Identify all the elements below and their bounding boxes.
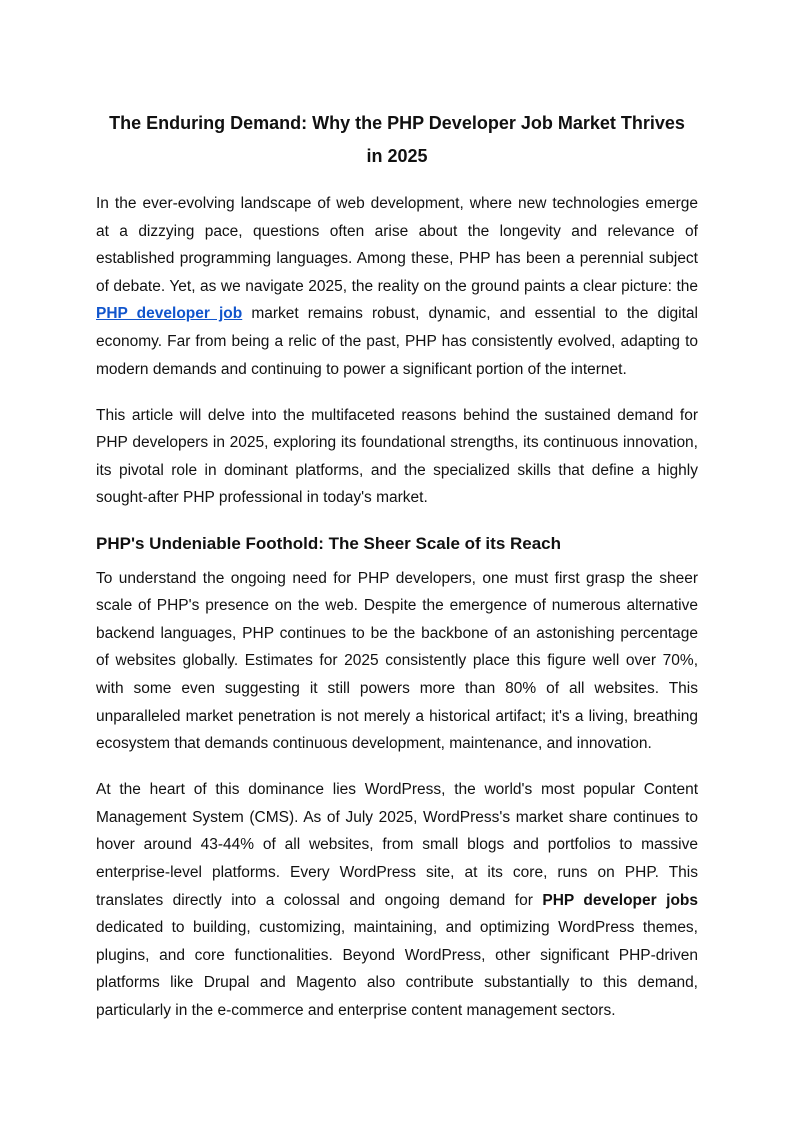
intro-paragraph <box>96 190 698 383</box>
php-developer-job-link[interactable]: PHP developer job <box>96 305 243 323</box>
intro-text-after-link: market remains robust, dynamic, and essential to the digital economy. Far from being a relic of the past, PHP has consistently evolved, adapting to modern demands and continuing to power a significant portion of the internet. <box>96 305 698 378</box>
intro-text-before-link: In the ever-evolving landscape of web development, where new technologies emerge at a dizzying pace, questions often arise about the longevity and relevance of established programming languages. Among these, PHP has been a perennial subject of debate. Yet, as we navigate 2025, the reality on the ground paints a clear picture: the <box>96 195 698 295</box>
wordpress-text-before-bold: At the heart of this dominance lies WordPress, the world's most popular Content Management System (CMS). As of July 2025, WordPress's market share continues to hover around 43-44% of all websites, from small blogs and portfolios to massive enterprise-level platforms. Every WordPress site, at its core, runs on PHP. This translates directly into a colossal and ongoing demand for <box>96 781 698 909</box>
php-developer-jobs-bold-text: PHP developer jobs <box>542 891 698 909</box>
wordpress-text-after-bold: dedicated to building, customizing, maintaining, and optimizing WordPress themes, plugins, and core functionalities. Beyond WordPress, other significant PHP-driven platforms like Drupal and Magento also contribute substantially to this demand, particularly in the e-commerce and enterprise content management sectors. <box>96 919 698 1019</box>
section-heading: PHP's Undeniable Foothold: The Sheer Scale of its Reach <box>96 533 562 553</box>
scale-paragraph: To understand the ongoing need for PHP developers, one must first grasp the sheer scale of PHP's presence on the web. Despite the emergence of numerous alternative backend languages, PHP continues to be the backbone of an astonishing percentage of websites globally. Estimates for 2025 consistently place this figure well over 70%, with some even suggesting it still powers more than 80% of all websites. This unparalleled market penetration is not merely a historical artifact; it's a living, breathing ecosystem that demands continuous development, maintenance, and innovation. <box>96 569 698 753</box>
overview-paragraph: This article will delve into the multifaceted reasons behind the sustained demand for PHP developers in 2025, exploring its foundational strengths, its continuous innovation, its pivotal role in dominant platforms, and the specialized skills that define a highly sought-after PHP professional in today's market. <box>96 406 698 507</box>
wordpress-paragraph <box>96 776 698 1024</box>
document-title: The Enduring Demand: Why the PHP Developer Job Market Thrives in 2025 <box>109 113 685 166</box>
